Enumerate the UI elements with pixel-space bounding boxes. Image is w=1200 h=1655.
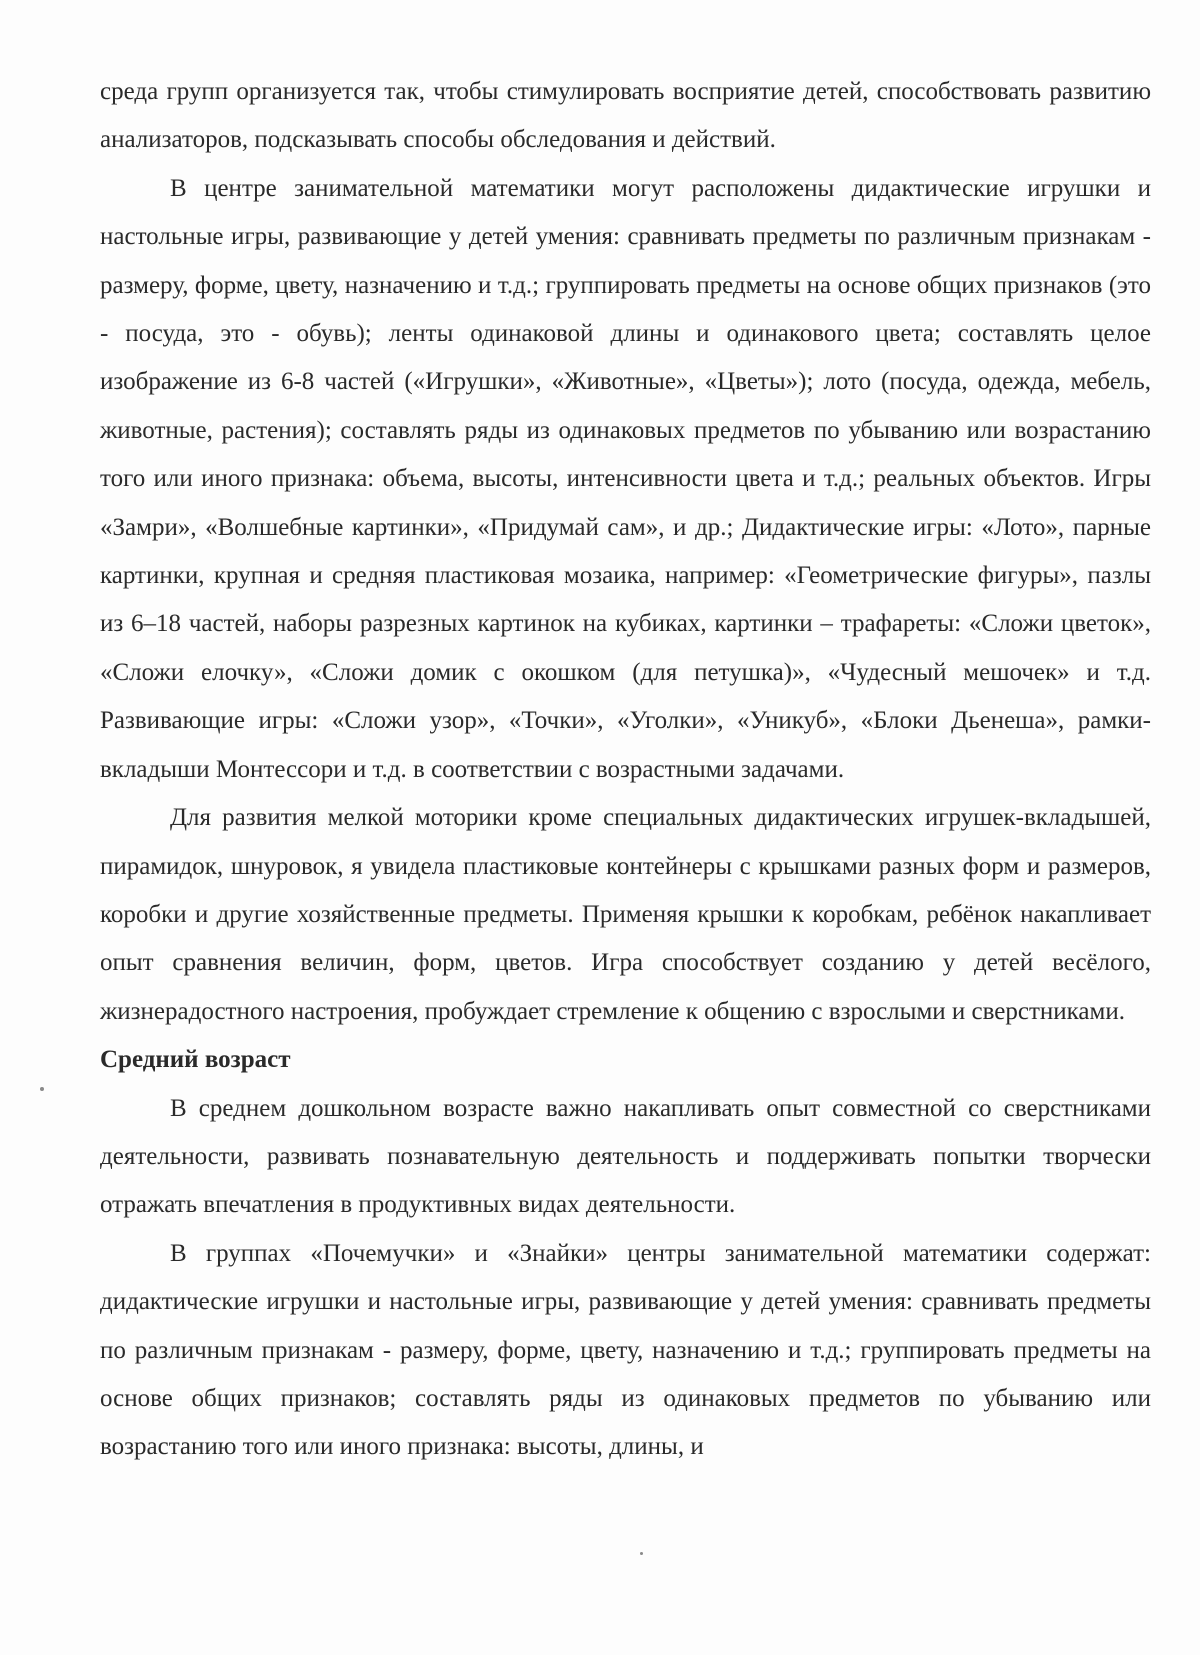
document-body [100, 68, 1151, 1472]
paragraph-fine-motor: Для развития мелкой моторики кроме специальных дидактических игрушек-вкладышей, пирамидок, шнуровок, я увидела пластиковые контейнеры с крышками разных форм и размеров, коробки и другие хозяйственные предметы. Применяя крышки к коробкам, ребёнок накапливает опыт сравнения величин, форм, цветов. Игра способствует созданию у детей весёлого, жизнерадостного настроения, пробуждает стремление к общению с взрослыми и сверстниками. [100, 804, 1151, 1025]
paragraph-groups-math-centers: В группах «Почемучки» и «Знайки» центры занимательной математики содержат: дидактические игрушки и настольные игры, развивающие у детей умения: сравнивать предметы по различным признакам - размеру, форме, цвету, назначению и т.д.; группировать предметы на основе общих признаков; составлять ряды из одинаковых предметов по убыванию или возрастанию того или иного признака: высоты, длины, и [100, 1239, 1151, 1461]
section-heading-middle-age: Средний возраст [100, 1046, 291, 1074]
scan-speck [640, 1552, 643, 1555]
paragraph-math-center: В центре занимательной математики могут расположены дидактические игрушки и настольные игры, развивающие у детей умения: сравнивать предметы по различным признакам - размеру, форме, цвету, назначению и т.д.; группировать предметы на основе общих признаков (это - посуда, это - обувь); ленты одинаковой длины и одинакового цвета; составлять целое изображение из 6-8 частей («Игрушки», «Животные», «Цветы»); лото (посуда, одежда, мебель, животные, растения); составлять ряды из одинаковых предметов по убыванию или возрастанию того или иного признака: объема, высоты, интенсивности цвета и т.д.; реальных объектов. Игры «Замри», «Волшебные картинки», «Придумай сам», и др.; Дидактические игры: «Лото», парные картинки, крупная и средняя пластиковая мозаика, например: «Геометрические фигуры», пазлы из 6–18 частей, наборы разрезных картинок на кубиках, картинки – трафареты: «Сложи цветок», «Сложи елочку», «Сложи домик с окошком (для петушка)», «Чудесный мешочек» и т.д. Развивающие игры: «Сложи узор», «Точки», «Уголки», «Уникуб», «Блоки Дьенеша», рамки-вкладыши Монтессори и т.д. в соответствии с возрастными задачами. [100, 174, 1151, 783]
paragraph-middle-age-intro: В среднем дошкольном возрасте важно накапливать опыт совместной со сверстниками деятельности, развивать познавательную деятельность и поддерживать попытки творчески отражать впечатления в продуктивных видах деятельности. [100, 1094, 1151, 1219]
scan-speck [40, 1087, 44, 1091]
paragraph-continuation: среда групп организуется так, чтобы стимулировать восприятие детей, способствовать развитию анализаторов, подсказывать способы обследования и действий. [100, 78, 1151, 154]
